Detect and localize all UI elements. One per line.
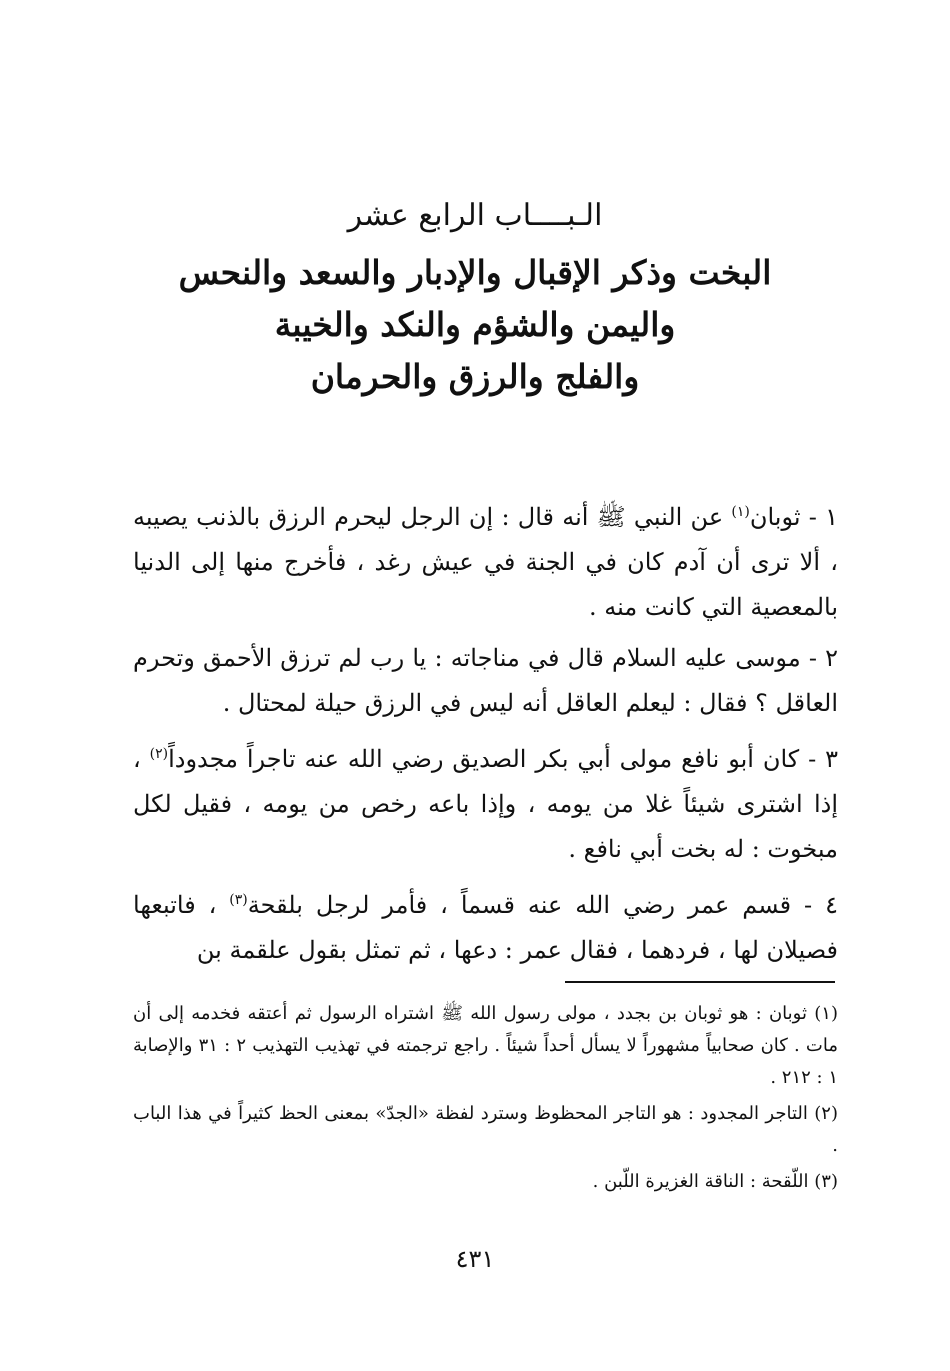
chapter-label: الـبــــاب الرابع عشر <box>347 198 603 233</box>
footnote-3: (٣) اللّقحة : الناقة الغزيرة اللّبن . <box>592 1171 838 1192</box>
chapter-heading-line-1: البخت وذكر الإقبال والإدبار والسعد والنحس <box>178 253 772 292</box>
paragraph-1 <box>133 490 838 630</box>
body-text <box>133 490 838 979</box>
chapter-heading-line-3: والفلج والرزق والحرمان <box>310 357 640 396</box>
footnote-divider <box>565 981 835 983</box>
footnote-ref-2: (٢) <box>149 746 169 762</box>
chapter-title-block <box>150 198 800 403</box>
chapter-heading-line-2: واليمن والشؤم والنكد والخيبة <box>274 305 676 344</box>
paragraph-4 <box>133 878 838 973</box>
paragraph-1-text-cont: عن النبي ﷺ أنه قال : إن الرجل ليحرم الرزق بالذنب يصيبه ، ألا ترى أن آدم كان في الجنة في عيش رغد ، فأخرج منها إلى الدنيا بالمعصية التي كانت منه . <box>133 503 838 621</box>
paragraph-3 <box>133 732 838 872</box>
paragraph-3-text-cont: ، إذا اشترى شيئاً غلا من يومه ، وإذا باعه رخص من يومه ، فقيل لكل مبخوت : له بخت أبي نافع . <box>133 745 838 863</box>
footnote-ref-1: (١) <box>731 504 750 520</box>
paragraph-2-text: ٢ - موسى عليه السلام قال في مناجاته : يا رب لم ترزق الأحمق وتحرم العاقل ؟ فقال : ليعلم العاقل أنه ليس في الرزق حيلة لمحتال . <box>133 644 838 717</box>
page-number: ٤٣١ <box>455 1245 495 1273</box>
paragraph-2 <box>133 636 838 726</box>
footnote-ref-3: (٣) <box>229 892 248 908</box>
paragraph-1-text: ١ - ثوبان <box>749 503 838 531</box>
paragraph-4-text: ٤ - قسم عمر رضي الله عنه قسماً ، فأمر لرجل بلقحة <box>247 891 838 919</box>
paragraph-3-text: ٣ - كان أبو نافع مولى أبي بكر الصديق رضي الله عنه تاجراً مجدوداً <box>168 745 839 773</box>
paragraph-4-text-cont: ، فاتبعها فصيلان لها ، فردهما ، فقال عمر : دعها ، ثم تمثل بقول علقمة بن <box>133 891 838 964</box>
footnotes <box>133 998 838 1202</box>
footnote-2: (٢) التاجر المجدود : هو التاجر المحظوظ وسترد لفظة «الجدّ» بمعنى الحظ كثيراً في هذا الباب . <box>133 1103 838 1156</box>
footnote-1: (١) ثوبان : هو ثوبان بن بجدد ، مولى رسول الله ﷺ اشتراه الرسول ثم أعتقه فخدمه إلى أن مات . كان صحابياً مشهوراً لا يسأل أحداً شيئاً . راجع ترجمته في تهذيب التهذيب ٢ : ٣١ والإصابة ١ : ٢١٢ . <box>133 1003 839 1088</box>
